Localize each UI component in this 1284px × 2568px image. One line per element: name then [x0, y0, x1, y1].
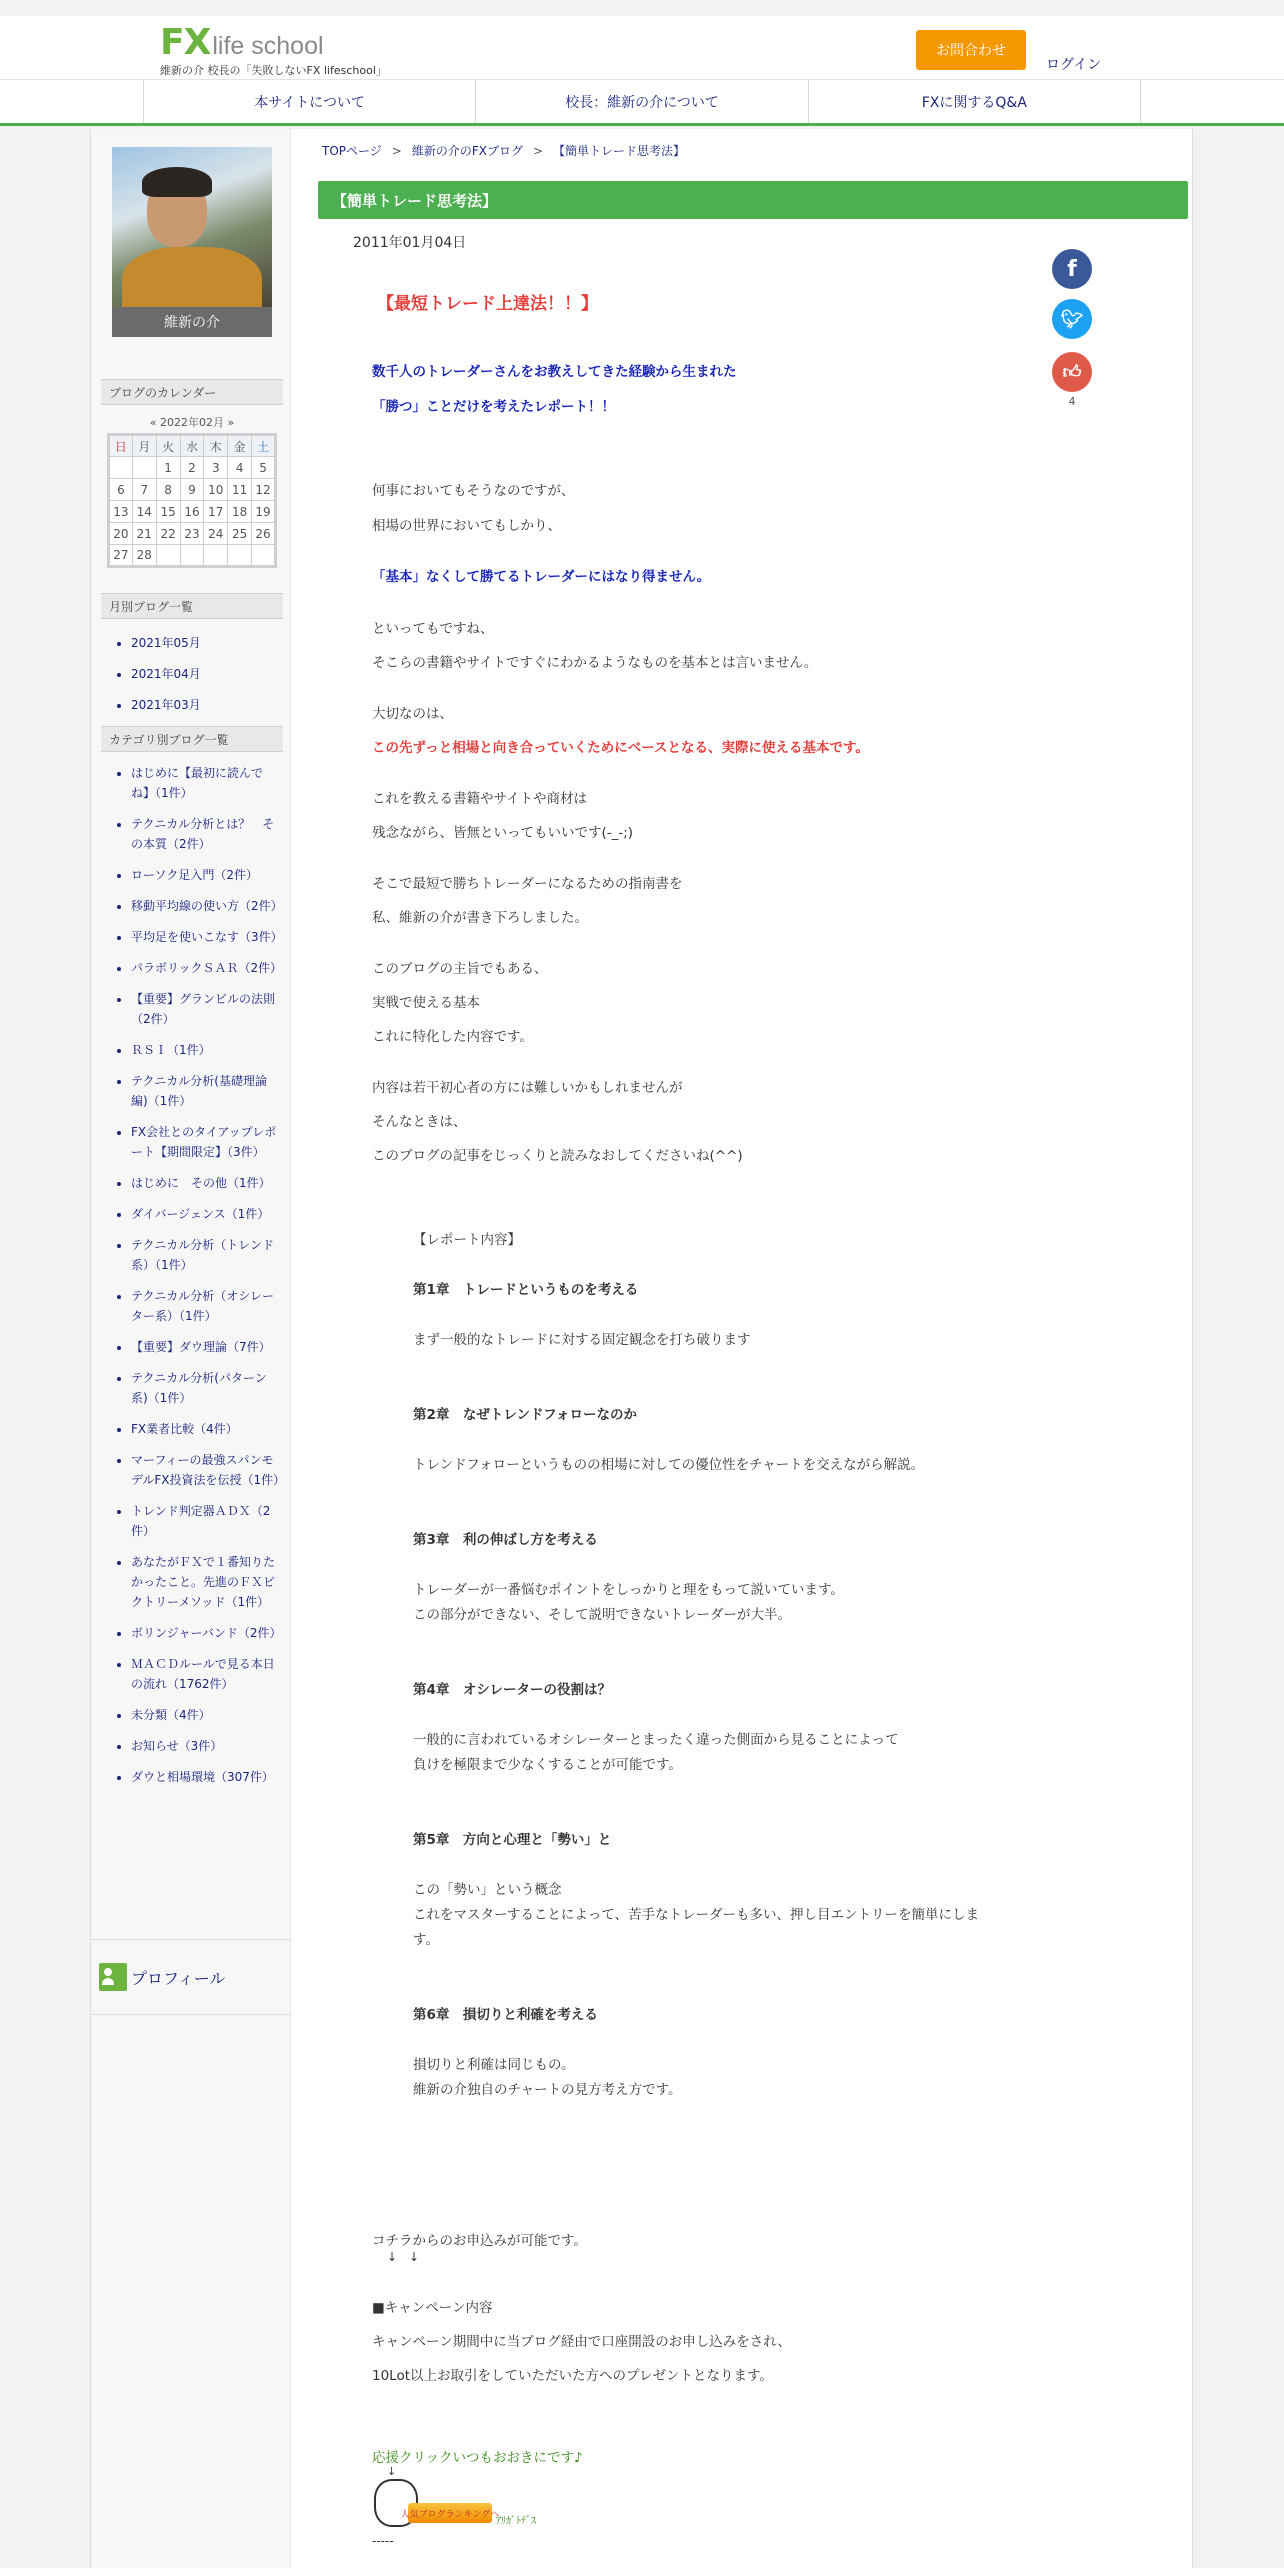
calendar-day: 2	[180, 457, 204, 479]
post-line: 大切なのは、	[372, 706, 453, 722]
post-line: そこで最短で勝ちトレーダーになるための指南書を	[372, 876, 683, 892]
category-link[interactable]: • あなたがＦＸで１番知りたかったこと。先進のＦＸビクトリーメソッド（1件）	[131, 1552, 281, 1612]
twitter-icon: 🐦︎	[1060, 308, 1084, 330]
breadcrumb: TOPページ > 維新の介のFXブログ > 【簡単トレード思考法】	[322, 144, 686, 158]
category-link[interactable]: • ＲＳＩ（1件）	[131, 1040, 281, 1060]
monthly-link[interactable]: • 2021年03月	[131, 695, 281, 715]
calendar-day	[180, 545, 204, 567]
calendar-day: 25	[228, 523, 252, 545]
calendar-day: 18	[228, 501, 252, 523]
nav-fx-qa[interactable]: FXに関するQ&A	[809, 80, 1141, 123]
category-link[interactable]: • ダウと相場環境（307件）	[131, 1767, 281, 1787]
breadcrumb-blog[interactable]: 維新の介のFXブログ	[411, 144, 523, 158]
weekday: 日	[109, 435, 133, 457]
report-heading: 【レポート内容】	[413, 1232, 521, 1248]
site-tagline: 維新の介 校長の「失敗しないFX lifeschool」	[160, 64, 387, 77]
ranking-banner[interactable]	[372, 2479, 500, 2529]
thumbs-up-icon: 👍︎	[1062, 362, 1082, 383]
logo-fx: FX	[160, 22, 211, 63]
calendar-day: 11	[228, 479, 252, 501]
weekday: 木	[204, 435, 228, 457]
category-link[interactable]: • テクニカル分析(基礎理論編)（1件）	[131, 1071, 281, 1111]
post-date: 2011年01月04日	[353, 235, 467, 251]
calendar-table	[107, 433, 277, 568]
chapter-text: この「勢い」という概念	[413, 1882, 562, 1898]
category-link[interactable]: • はじめに【最初に読んでね】（1件）	[131, 763, 281, 803]
calendar-day: 13	[109, 501, 133, 523]
calendar-day: 7	[132, 479, 156, 501]
chapter-title: 第1章 トレードというものを考える	[413, 1282, 639, 1298]
cheer-text: 応援クリックいつもおおきにです♪	[372, 2450, 583, 2466]
sidebar	[91, 129, 291, 2568]
post-line: 数千人のトレーダーさんをお教えしてきた経験から生まれた	[372, 364, 737, 380]
campaign-text: 10Lot以上お取引をしていただいた方へのプレゼントとなります。	[372, 2368, 773, 2384]
logo-name: life school	[212, 32, 324, 60]
page-wrapper	[90, 129, 1193, 2568]
chapter-title: 第6章 損切りと利確を考える	[413, 2007, 598, 2023]
post-line: 相場の世界においてもしかり、	[372, 518, 561, 534]
down-arrows: ↓ ↓	[387, 2250, 420, 2264]
category-link[interactable]: • ダイバージェンス（1件）	[131, 1204, 281, 1224]
monthly-link[interactable]: • 2021年05月	[131, 633, 281, 653]
calendar-day	[156, 545, 180, 567]
category-link[interactable]: • 【重要】グランビルの法則（2件）	[131, 989, 281, 1029]
calendar-day: 22	[156, 523, 180, 545]
post-lead: 【最短トレード上達法！！】	[377, 294, 598, 314]
post-line: 実戦で使える基本	[372, 995, 480, 1011]
calendar-day: 15	[156, 501, 180, 523]
post-line: これに特化した内容です。	[372, 1029, 533, 1045]
calendar-day: 8	[156, 479, 180, 501]
calendar-day: 14	[132, 501, 156, 523]
calendar-day: 5	[252, 457, 276, 479]
calendar-day: 10	[204, 479, 228, 501]
breadcrumb-current[interactable]: 【簡単トレード思考法】	[553, 144, 686, 158]
calendar-day	[252, 545, 276, 567]
chapter-text: トレーダーが一番悩むポイントをしっかりと理をもって説いています。	[413, 1582, 844, 1598]
post-line: 「勝つ」ことだけを考えたレポート！！	[372, 399, 615, 415]
post-line: 内容は若干初心者の方には難しいかもしれませんが	[372, 1080, 683, 1096]
chapter-text: まず一般的なトレードに対する固定観念を打ち破ります	[413, 1332, 751, 1348]
category-heading: カテゴリ別ブログ一覧	[101, 726, 283, 752]
post-line: これを教える書籍やサイトや商材は	[372, 791, 588, 807]
post-line: 私、維新の介が書き下ろしました。	[372, 910, 588, 926]
category-link[interactable]: • マーフィーの最強スパンモデルFX投資法を伝授（1件）	[131, 1450, 281, 1490]
profile-name[interactable]: 維新の介	[112, 307, 272, 337]
calendar-day: 27	[109, 545, 133, 567]
category-link[interactable]: • 未分類（4件）	[131, 1705, 281, 1725]
calendar-day: 12	[252, 479, 276, 501]
weekday: 金	[228, 435, 252, 457]
calendar-month-nav[interactable]: « 2022年02月 »	[149, 416, 235, 429]
login-link[interactable]: ログイン	[1046, 57, 1102, 73]
category-link[interactable]: • はじめに その他（1件）	[131, 1173, 281, 1193]
profile-photo[interactable]	[112, 147, 272, 307]
calendar-day: 20	[109, 523, 133, 545]
contact-button[interactable]: お問合わせ	[916, 30, 1026, 70]
chapter-text: これをマスターすることによって、苦手なトレーダーも多い、押し目エントリーを簡単にしま	[413, 1907, 980, 1923]
post-line: 残念ながら、皆無といってもいいです(-_-;)	[372, 825, 634, 841]
weekday: 月	[132, 435, 156, 457]
nav-about-site[interactable]: 本サイトについて	[144, 80, 476, 123]
category-link[interactable]: • FX業者比較（4件）	[131, 1419, 281, 1439]
category-list	[131, 763, 286, 1798]
calendar-day: 23	[180, 523, 204, 545]
calendar-day: 21	[132, 523, 156, 545]
category-link[interactable]: • 移動平均線の使い方（2件）	[131, 896, 281, 916]
category-link[interactable]: • お知らせ（3件）	[131, 1736, 281, 1756]
category-link[interactable]: • ボリンジャーバンド（2件）	[131, 1623, 281, 1643]
calendar-day: 28	[132, 545, 156, 567]
post-title: 【簡単トレード思考法】	[318, 181, 1188, 219]
category-link[interactable]: • FX会社とのタイアップレポート【期間限定】（3件）	[131, 1122, 281, 1162]
top-strip	[0, 0, 1284, 16]
chapter-text: 損切りと利確は同じもの。	[413, 2057, 575, 2073]
calendar-heading: ブログのカレンダー	[101, 379, 283, 405]
chapter-title: 第2章 なぜトレンドフォローなのか	[413, 1407, 637, 1423]
weekday: 土	[252, 435, 276, 457]
category-link[interactable]: • 【重要】ダウ理論（7件）	[131, 1337, 281, 1357]
chapter-title: 第5章 方向と心理と「勢い」と	[413, 1832, 612, 1848]
calendar-day	[204, 545, 228, 567]
calendar-day	[228, 545, 252, 567]
weekday: 水	[180, 435, 204, 457]
calendar-day: 24	[204, 523, 228, 545]
calendar-day: 6	[109, 479, 133, 501]
main-content	[291, 129, 1194, 2568]
category-link[interactable]: • パラボリックＳＡＲ（2件）	[131, 958, 281, 978]
category-link[interactable]: • トレンド判定器ＡＤＸ（2件）	[131, 1501, 281, 1541]
profile-label: プロフィール	[131, 1968, 226, 1988]
category-link[interactable]: • 平均足を使いこなす（3件）	[131, 927, 281, 947]
monthly-link[interactable]: • 2021年04月	[131, 664, 281, 684]
post-line: この先ずっと相場と向き合っていくためにベースとなる、実際に使える基本です。	[372, 740, 869, 756]
post-line: そんなときは、	[372, 1114, 467, 1130]
post-line: といってもですね、	[372, 621, 494, 637]
calendar-day: 3	[204, 457, 228, 479]
facebook-share-button[interactable]	[1052, 249, 1092, 289]
category-link[interactable]: • ＭＡＣＤルールで見る本日の流れ（1762件）	[131, 1654, 281, 1694]
banner-thanks: ｱﾘｶﾞﾄﾃﾞｽ	[496, 2516, 536, 2527]
twitter-share-button[interactable]	[1052, 299, 1092, 339]
cheer-arrow: ↓	[387, 2465, 397, 2478]
campaign-text: キャンペーン期間中に当ブログ経由で口座開設のお申し込みをされ、	[372, 2334, 792, 2350]
calendar-day: 9	[180, 479, 204, 501]
breadcrumb-top[interactable]: TOPページ	[322, 144, 382, 158]
calendar-day: 19	[252, 501, 276, 523]
calendar-day: 4	[228, 457, 252, 479]
chapter-text: 維新の介独自のチャートの見方考え方です。	[413, 2082, 682, 2098]
campaign-heading: ■キャンペーン内容	[372, 2300, 493, 2316]
post-line: このブログの主旨でもある、	[372, 961, 548, 977]
facebook-icon: f	[1067, 256, 1077, 282]
chapter-text: 負けを極限まで少なくすることが可能です。	[413, 1757, 682, 1773]
nav-about-principal[interactable]: 校長：維新の介について	[476, 80, 808, 123]
category-link[interactable]: • テクニカル分析(パターン系)（1件）	[131, 1368, 281, 1408]
chapter-text: この部分ができない、そして説明できないトレーダーが大半。	[413, 1607, 791, 1623]
chapter-text: す。	[413, 1932, 439, 1948]
category-link[interactable]: • テクニカル分析（トレンド系）（1件）	[131, 1235, 281, 1275]
calendar-day	[132, 457, 156, 479]
banner-label: 人気ブログランキングへ	[408, 2503, 492, 2523]
calendar-day	[109, 457, 133, 479]
calendar-day: 16	[180, 501, 204, 523]
post-divider: -----	[372, 2534, 394, 2548]
chapter-text: 一般的に言われているオシレーターとまったく違った側面から見ることによって	[413, 1732, 899, 1748]
category-link[interactable]: • ローソク足入門（2件）	[131, 865, 281, 885]
calendar-day: 17	[204, 501, 228, 523]
chapter-title: 第4章 オシレーターの役割は？	[413, 1682, 612, 1698]
chapter-title: 第3章 利の伸ばし方を考える	[413, 1532, 598, 1548]
post-line: そこらの書籍やサイトですぐにわかるようなものを基本とは言いません。	[372, 655, 818, 671]
like-count: 4	[1068, 395, 1076, 408]
post-line: このブログの記事をじっくりと読みなおしてくださいね(^^)	[372, 1148, 743, 1164]
calendar-day: 1	[156, 457, 180, 479]
main-nav	[0, 80, 1284, 126]
site-logo[interactable]	[160, 22, 324, 63]
profile-section[interactable]	[91, 1939, 291, 2015]
post-line: 何事においてもそうなのですが、	[372, 483, 575, 499]
category-link[interactable]: • テクニカル分析（オシレーター系）（1件）	[131, 1286, 281, 1326]
site-header	[0, 16, 1284, 80]
chapter-text: トレンドフォローというものの相場に対しての優位性をチャートを交えながら解説。	[413, 1457, 925, 1473]
weekday: 火	[156, 435, 180, 457]
post-line: 「基本」なくして勝てるトレーダーにはなり得ません。	[372, 569, 711, 585]
monthly-list	[131, 633, 281, 726]
profile-icon	[99, 1963, 127, 1991]
category-link[interactable]: • テクニカル分析とは？ その本質（2件）	[131, 814, 281, 854]
like-button[interactable]	[1052, 352, 1092, 392]
apply-text: コチラからのお申込みが可能です。	[372, 2233, 587, 2249]
monthly-heading: 月別ブログ一覧	[101, 593, 283, 619]
calendar-day: 26	[252, 523, 276, 545]
